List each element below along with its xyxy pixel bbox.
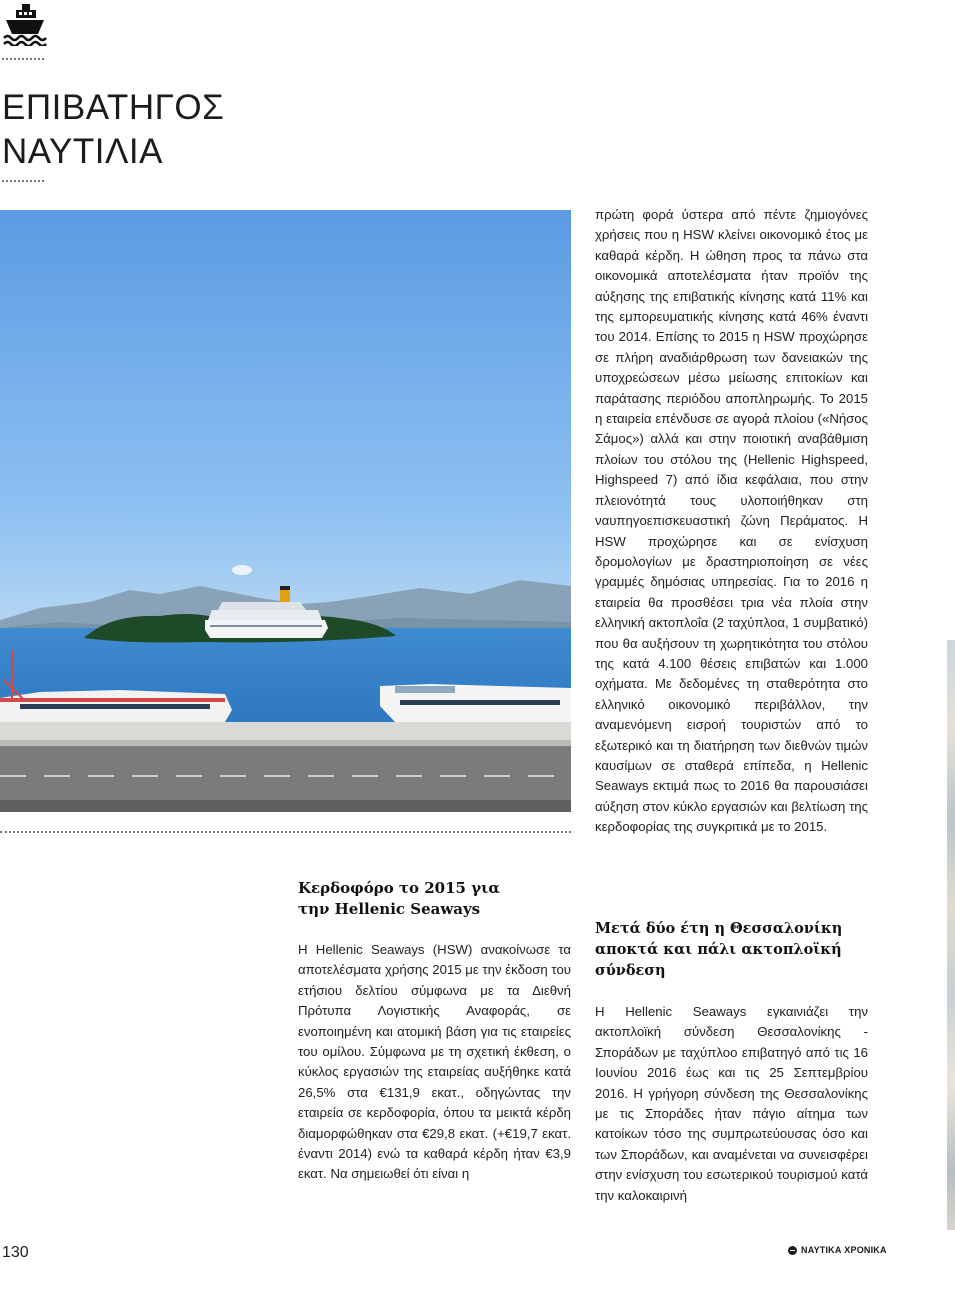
article-headline-line1: Κερδοφόρο το 2015 για [298,879,500,897]
ship-icon [2,2,48,46]
adjacent-page-strip [947,640,955,1230]
header-dotted-rule-top [2,58,44,60]
publication-brand [788,1245,887,1255]
brand-name: ΝΑΥΤΙΚΑ ΧΡΟΝΙΚΑ [801,1245,887,1255]
harbour-photo [0,210,571,812]
article-body-left: Η Hellenic Seaways (HSW) ανακοίνωσε τα αποτελέσματα χρήσης 2015 με την έκδοση του ετήσιου δελτίου σύμφωνα με τα Διεθνή Πρότυπα Λογιστικής Αναφοράς, σε ενοποιημένη και ατομική βάση για τις εταιρείες του ομίλου. Σύμφωνα με τη σχετική έκθεση, ο κύκλος εργασιών της εταιρείας αυξήθηκε κατά 26,5% στα €131,9 εκατ., οδηγώντας την εταιρεία σε κερδοφορία, όπου τα μεικτά κέρδη διαμορφώθηκαν στα €29,8 εκατ. (+€19,7 εκατ. έναντι 2014) ενώ τα καθαρά κέρδη ήταν €3,9 εκατ. Να σημειωθεί ότι είναι η [298,942,571,1182]
header-dotted-rule-bottom [2,180,44,182]
section-title-line2: ΝΑΥΤΙΛΙΑ [2,132,163,171]
article2-headline: Μετά δύο έτη η Θεσσαλονίκη αποκτά και πάλι ακτοπλοϊκή σύνδεση [595,920,843,979]
article-body-right: πρώτη φορά ύστερα από πέντε ζημιογόνες χρήσεις που η HSW κλείνει οικονομικό έτος με καθαρά κέρδη. Η ώθηση προς τα πάνω στα οικονομικά αποτελέσματα ήταν προϊόν της αύξησης της επιβατικής κίνησης κατά 11% και της εμπορευματικής κίνησης κατά 46% έναντι του 2014. Επίσης το 2015 η HSW προχώρησε σε πλήρη αναδιάρθρωση των δανειακών της υποχρεώσεων μέσω μείωσης επιτοκίων και παράτασης περιόδου αποπληρωμής. Το 2015 η εταιρεία επένδυσε σε αγορά πλοίου («Νήσος Σάμος») αλλά και στην ποιοτική αναβάθμιση πλοίων του στόλου της (Hellenic Highspeed, Highspeed 7) από ίδια κεφάλαια, που στην πλειονότητά τους υλοποιήθηκαν στη ναυπηγοεπισκευαστική ζώνη Περάματος. Η HSW προχώρησε και σε ενίσχυση δρομολογίων με δραστηριοποίηση σε νέες γραμμές δημόσιας υπηρεσίας. Για το 2016 η εταιρεία θα προσθέσει τρια νέα πλοία στην ελληνική ακτοπλοΐα (2 ταχύπλοα, 1 συμβατικό) που θα αυξήσουν τη χωρητικότητα του στόλου της κατά 4.100 θέσεις επιβατών και 1.000 οχήματα. Με δεδομένες τη σταθερότητα στο ελληνικό οικονομικό περιβάλλον, την αναμενόμενη εισροή τουριστών από το εξωτερικό και τη διατήρηση των διεθνών τιμών καυσίμων σε σταθερά επίπεδα, η Hellenic Seaways εκτιμά πως το 2016 θα παρουσιάσει αύξηση στον κύκλο εργασιών και βελτίωση της κερδοφορίας της συγκριτικά με το 2015. [595,207,868,835]
article2-body: Η Hellenic Seaways εγκαινιάζει την ακτοπλοϊκή σύνδεση Θεσσαλονίκης - Σποράδων με ταχύπλοο επιβατηγό από τις 16 Ιουνίου 2016 έως και τις 25 Σεπτεμβρίου 2016. Η γρήγορη σύνδεση της Θεσσαλονίκης με τις Σποράδες ήταν πάγιο αίτημα των κατοίκων τόσο της συμπρωτεύουσας όσο και των Σποράδων, και αναμένεται να συνεισφέρει στην ενίσχυση του εσωτερικού τουρισμού κατά την καλοκαιρινή [595,1004,868,1203]
page-number: 130 [2,1244,29,1261]
article-headline-line2: την Hellenic Seaways [298,900,481,918]
section-title-line1: ΕΠΙΒΑΤΗΓΟΣ [2,88,225,127]
article-headline [298,878,578,920]
brand-logo-icon [788,1246,797,1255]
section-separator [0,831,571,833]
section-title [2,86,224,174]
